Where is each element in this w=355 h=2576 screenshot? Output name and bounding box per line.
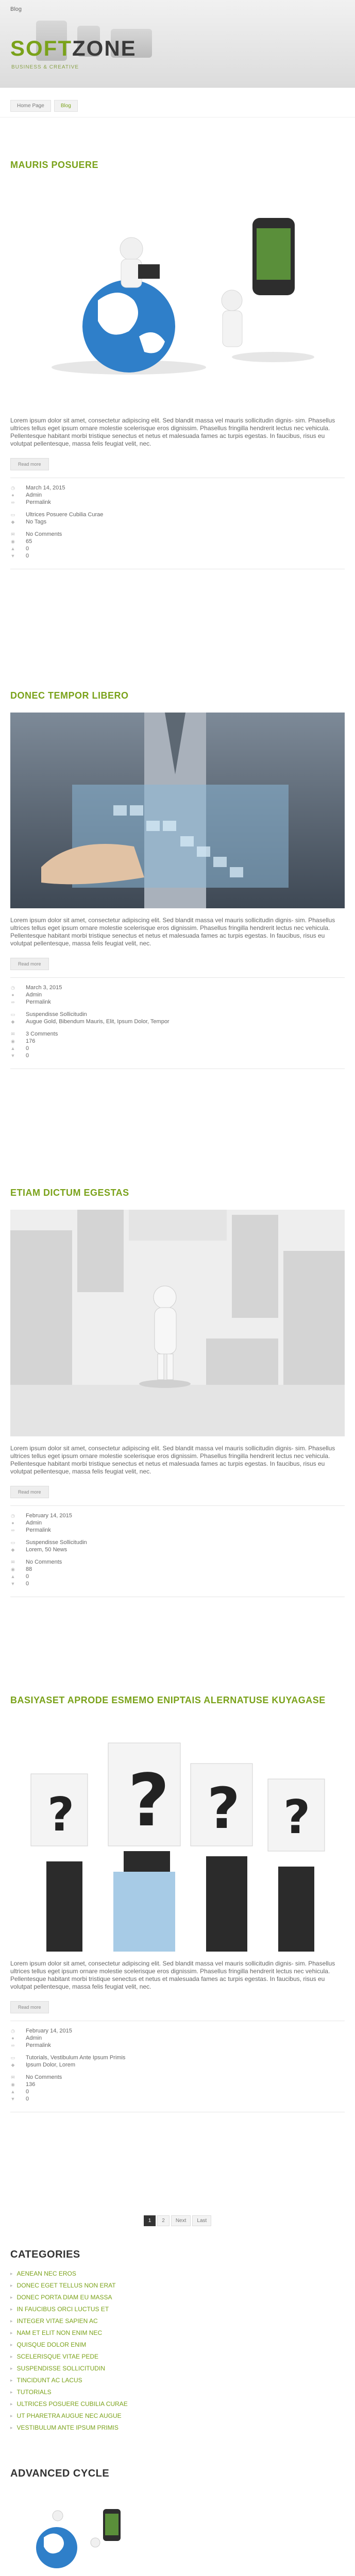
meta-group <box>10 2027 345 2049</box>
category-item[interactable]: ▸ ULTRICES POSUERE CUBILIA CURAE <box>10 2398 345 2410</box>
meta-group <box>10 484 345 506</box>
meta-likes: ▲ 0 <box>10 2089 29 2095</box>
thumbs-up-icon[interactable]: ▲ <box>10 1574 15 1579</box>
folder-icon: ▭ <box>10 1012 15 1017</box>
category-item[interactable]: ▸ NAM ET ELIT NON ENIM NEC <box>10 2327 345 2339</box>
post-image[interactable] <box>10 1717 345 1952</box>
meta-author: ● Admin <box>10 492 345 499</box>
chevron-right-icon: ▸ <box>10 2318 13 2324</box>
meta-views: ◉ 176 <box>11 1038 36 1044</box>
chevron-right-icon: ▸ <box>10 2271 13 2276</box>
svg-text:?: ? <box>128 1759 170 1843</box>
meta-tags: ◆ Augue Gold, Bibendum Mauris, Elit, Ipsum Dolor, Tempor <box>11 1019 170 1025</box>
category-list <box>10 2268 345 2434</box>
read-more-button[interactable]: Read more <box>10 458 49 470</box>
blog-post <box>10 160 345 569</box>
site-header <box>0 0 355 88</box>
chevron-right-icon: ▸ <box>10 2283 13 2288</box>
category-item[interactable]: ▸ IN FAUCIBUS ORCI LUCTUS ET <box>10 2303 345 2315</box>
link-icon: ∞ <box>11 999 15 1005</box>
top-bar-label[interactable]: Blog <box>10 6 22 12</box>
cycle-thumbnail[interactable] <box>10 2496 139 2576</box>
advanced-cycle-widget <box>10 2468 345 2480</box>
calendar-icon: ◷ <box>11 1513 15 1518</box>
meta-group <box>10 531 345 560</box>
site-tagline: BUSINESS & CREATIVE <box>11 64 79 70</box>
eye-icon: ◉ <box>11 1567 15 1572</box>
chevron-right-icon: ▸ <box>10 2401 13 2406</box>
category-item[interactable]: ▸ DONEC PORTA DIAM EU MASSA <box>10 2292 345 2303</box>
meta-author: ● Admin <box>10 991 345 998</box>
meta-dislikes: ▼ 0 <box>10 2096 29 2102</box>
thumbs-down-icon[interactable]: ▼ <box>10 1581 15 1586</box>
meta-comments: ✉ No Comments <box>11 2074 62 2080</box>
meta-permalink: ∞ Permalink <box>11 999 51 1005</box>
meta-likes: ▲ 0 <box>10 546 29 552</box>
cycle-item <box>10 2496 345 2576</box>
globe-illustration <box>10 182 345 409</box>
tag-icon: ◆ <box>11 519 15 524</box>
categories-widget <box>10 2249 345 2434</box>
svg-text:?: ? <box>283 1790 311 1844</box>
category-item[interactable]: ▸ SUSPENDISSE SOLLICITUDIN <box>10 2363 345 2375</box>
post-title[interactable]: BASIYASET APRODE ESMEMO ENIPTAIS ALERNATUSE KUYAGASE <box>10 1695 326 1705</box>
tag-icon: ◆ <box>11 1019 15 1024</box>
meta-date: ◷ March 3, 2015 <box>11 985 62 991</box>
meta-likes: ▲ 0 <box>10 1573 29 1580</box>
chevron-right-icon: ▸ <box>10 2307 13 2312</box>
page-1-button[interactable]: 1 <box>144 2215 156 2226</box>
logo-part-zone: ZONE <box>72 36 137 60</box>
category-item[interactable]: ▸ QUISQUE DOLOR ENIM <box>10 2339 345 2351</box>
meta-date: ◷ February 14, 2015 <box>11 2028 72 2034</box>
blog-post <box>10 1695 345 2112</box>
folder-icon: ▭ <box>10 2055 15 2060</box>
meta-author: ● Admin <box>10 2035 345 2042</box>
folder-icon: ▭ <box>10 1540 15 1545</box>
thumbs-down-icon[interactable]: ▼ <box>10 1053 15 1058</box>
svg-text:?: ? <box>47 1788 75 1842</box>
calendar-icon: ◷ <box>11 2028 15 2033</box>
meta-group <box>10 984 345 1006</box>
thumbs-up-icon[interactable]: ▲ <box>10 546 15 551</box>
meta-permalink: ∞ Permalink <box>11 499 51 505</box>
business-touchscreen-illustration <box>10 713 345 908</box>
chevron-right-icon: ▸ <box>10 2295 13 2300</box>
meta-comments: ✉ 3 Comments <box>11 1031 58 1037</box>
chevron-right-icon: ▸ <box>10 2330 13 2335</box>
meta-likes: ▲ 0 <box>10 1045 29 1052</box>
category-item[interactable]: ▸ VESTIBULUM ANTE IPSUM PRIMIS <box>10 2422 345 2434</box>
read-more-button[interactable]: Read more <box>10 958 49 970</box>
meta-dislikes: ▼ 0 <box>10 553 29 559</box>
post-image[interactable] <box>10 182 345 409</box>
page-2-button[interactable]: 2 <box>157 2215 170 2226</box>
post-excerpt: Lorem ipsum dolor sit amet, consectetur adipiscing elit. Sed blandit massa vel mauris sollicitudin dignis- sim. Phasellus ultrices tellus eget ipsum ornare molestie scelerisque eros dignissim. Phasellus fringilla hendrerit lectus nec vehicula. Pellentesque habitant morbi tristique senectus et netus et malesuada fames ac turpis egestas. In faucibus, risus eu volutpat pellentesque, massa felis feugiat velit, nec. <box>10 917 335 947</box>
meta-group <box>10 2074 345 2103</box>
meta-group <box>10 1030 345 1059</box>
thumbs-down-icon[interactable]: ▼ <box>10 553 15 558</box>
calendar-icon: ◷ <box>11 985 15 990</box>
post-meta <box>10 478 345 569</box>
svg-text:?: ? <box>207 1775 240 1841</box>
user-icon: ● <box>11 1520 14 1526</box>
meta-categories: ▭ Suspendisse Sollicitudin <box>10 1011 87 1018</box>
pagination <box>0 2215 355 2226</box>
thumbs-up-icon[interactable]: ▲ <box>10 1046 15 1051</box>
post-image[interactable] <box>10 713 345 908</box>
post-excerpt: Lorem ipsum dolor sit amet, consectetur adipiscing elit. Sed blandit massa vel mauris sollicitudin dignis- sim. Phasellus ultrices tellus eget ipsum ornare molestie scelerisque eros dignissim. Phasellus fringilla hendrerit lectus nec vehicula. Pellentesque habitant morbi tristique senectus et netus et malesuada fames ac turpis egestas. In faucibus, risus eu volutpat pellentesque, massa felis feugiat velit, nec. <box>10 417 335 447</box>
post-title[interactable]: DONEC TEMPOR LIBERO <box>10 690 129 701</box>
breadcrumb-blog[interactable]: Blog <box>54 100 78 112</box>
meta-tags: ◆ No Tags <box>11 519 47 525</box>
user-icon: ● <box>11 992 14 997</box>
meta-group <box>10 1512 345 1534</box>
post-excerpt: Lorem ipsum dolor sit amet, consectetur adipiscing elit. Sed blandit massa vel mauris sollicitudin dignis- sim. Phasellus ultrices tellus eget ipsum ornare molestie scelerisque eros dignissim. Phasellus fringilla hendrerit lectus nec vehicula. Pellentesque habitant morbi tristique senectus et netus et malesuada fames ac turpis egestas. In faucibus, risus eu volutpat pellentesque, massa felis feugiat velit, nec. <box>10 1445 335 1475</box>
breadcrumb <box>0 95 355 117</box>
breadcrumb-home[interactable]: Home Page <box>10 100 51 112</box>
eye-icon: ◉ <box>11 2082 15 2087</box>
meta-group <box>10 1011 345 1025</box>
eye-icon: ◉ <box>11 539 15 544</box>
meta-author: ● Admin <box>10 1519 345 1527</box>
comment-icon: ✉ <box>11 1560 15 1565</box>
post-title[interactable]: ETIAM DICTUM EGESTAS <box>10 1188 129 1198</box>
meta-categories: ▭ Ultrices Posuere Cubilia Curae <box>10 512 104 518</box>
comment-icon: ✉ <box>11 1031 15 1037</box>
meta-views: ◉ 136 <box>11 2081 36 2088</box>
thumbs-down-icon[interactable]: ▼ <box>10 2096 15 2102</box>
user-icon: ● <box>11 493 14 498</box>
meta-permalink: ∞ Permalink <box>11 2042 51 2048</box>
comment-icon: ✉ <box>11 532 15 537</box>
globe-thumbnail <box>10 2496 139 2576</box>
maze-illustration <box>10 1210 345 1436</box>
category-item[interactable]: ▸ INTEGER VITAE SAPIEN AC <box>10 2315 345 2327</box>
calendar-icon: ◷ <box>11 485 15 490</box>
meta-categories: ▭ Suspendisse Sollicitudin <box>10 1539 87 1546</box>
post-title[interactable]: MAURIS POSUERE <box>10 160 99 170</box>
blog-post <box>10 1188 345 1597</box>
meta-date: ◷ March 14, 2015 <box>11 485 65 491</box>
chevron-right-icon: ▸ <box>10 2354 13 2359</box>
post-image[interactable] <box>10 1210 345 1436</box>
next-page-button[interactable]: Next <box>171 2215 191 2226</box>
link-icon: ∞ <box>11 2043 15 2048</box>
category-item[interactable]: ▸ TUTORIALS <box>10 2386 345 2398</box>
category-item[interactable]: ▸ SCELERISQUE VITAE PEDE <box>10 2351 345 2363</box>
meta-tags: ◆ Ipsum Dolor, Lorem <box>11 2062 75 2068</box>
meta-date: ◷ February 14, 2015 <box>11 1513 72 1519</box>
meta-comments: ✉ No Comments <box>11 531 62 537</box>
meta-group <box>10 1539 345 1553</box>
post-meta <box>10 977 345 1069</box>
read-more-button[interactable]: Read more <box>10 2001 49 2013</box>
category-item[interactable]: ▸ DONEC EGET TELLUS NON ERAT <box>10 2280 345 2292</box>
link-icon: ∞ <box>11 1528 15 1533</box>
post-meta <box>10 1505 345 1597</box>
eye-icon: ◉ <box>11 1039 15 1044</box>
last-page-button[interactable]: Last <box>192 2215 211 2226</box>
post-meta <box>10 2021 345 2112</box>
chevron-right-icon: ▸ <box>10 2425 13 2430</box>
chevron-right-icon: ▸ <box>10 2378 13 2383</box>
meta-permalink: ∞ Permalink <box>11 1527 51 1533</box>
chevron-right-icon: ▸ <box>10 2413 13 2418</box>
blog-post <box>10 690 345 1069</box>
meta-group <box>10 1558 345 1587</box>
meta-tags: ◆ Lorem, 50 News <box>11 1547 67 1553</box>
meta-group <box>10 511 345 526</box>
category-item[interactable]: ▸ AENEAN NEC EROS <box>10 2268 345 2280</box>
meta-dislikes: ▼ 0 <box>10 1053 29 1059</box>
logo-part-soft: SOFT <box>10 36 72 60</box>
category-item[interactable]: ▸ TINCIDUNT AC LACUS <box>10 2375 345 2386</box>
post-excerpt: Lorem ipsum dolor sit amet, consectetur adipiscing elit. Sed blandit massa vel mauris sollicitudin dignis- sim. Phasellus ultrices tellus eget ipsum ornare molestie scelerisque eros dignissim. Phasellus fringilla hendrerit lectus nec vehicula. Pellentesque habitant morbi tristique senectus et netus et malesuada fames ac turpis egestas. In faucibus, risus eu volutpat pellentesque, massa felis feugiat velit, nec. <box>10 1960 335 1990</box>
tag-icon: ◆ <box>11 1547 15 1552</box>
category-item[interactable]: ▸ UT PHARETRA AUGUE NEC AUGUE <box>10 2410 345 2422</box>
meta-views: ◉ 88 <box>11 1566 32 1572</box>
comment-icon: ✉ <box>11 2075 15 2080</box>
link-icon: ∞ <box>11 500 15 505</box>
thumbs-up-icon[interactable]: ▲ <box>10 2089 15 2094</box>
user-icon: ● <box>11 2036 14 2041</box>
chevron-right-icon: ▸ <box>10 2342 13 2347</box>
site-logo[interactable] <box>10 36 137 61</box>
read-more-button[interactable]: Read more <box>10 1486 49 1498</box>
meta-comments: ✉ No Comments <box>11 1559 62 1565</box>
meta-views: ◉ 65 <box>11 538 32 545</box>
meta-dislikes: ▼ 0 <box>10 1581 29 1587</box>
meta-group <box>10 2054 345 2069</box>
categories-title: CATEGORIES <box>10 2249 80 2260</box>
top-bar <box>0 0 355 18</box>
tag-icon: ◆ <box>11 2062 15 2067</box>
question-marks-illustration <box>10 1717 345 1952</box>
folder-icon: ▭ <box>10 512 15 517</box>
chevron-right-icon: ▸ <box>10 2389 13 2395</box>
chevron-right-icon: ▸ <box>10 2366 13 2371</box>
advanced-cycle-title: ADVANCED CYCLE <box>10 2468 110 2479</box>
meta-categories: ▭ Tutorials, Vestibulum Ante Ipsum Primis <box>10 2055 126 2061</box>
